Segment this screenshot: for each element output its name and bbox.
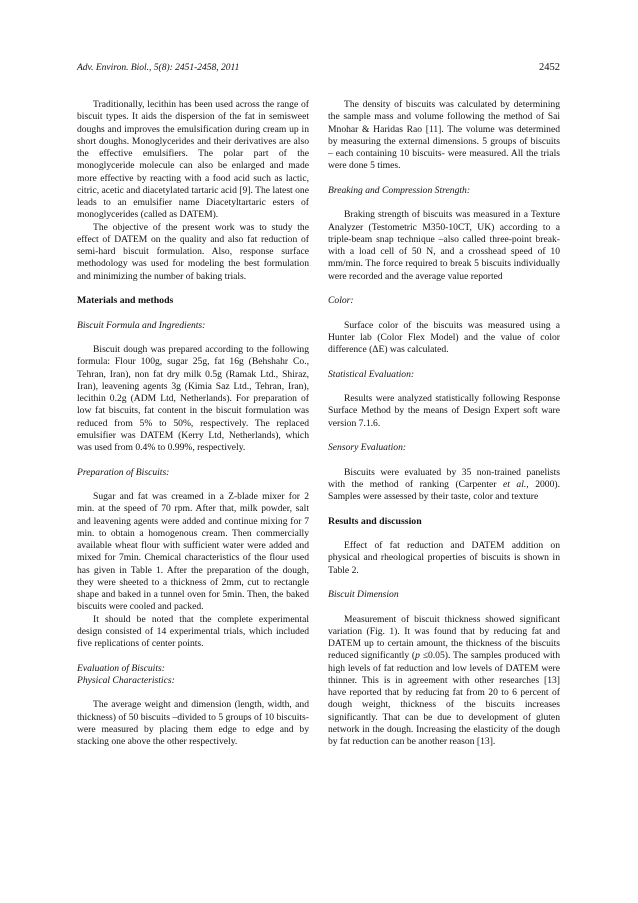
paragraph-thickness [328, 614, 560, 749]
paragraph-weight-dimension: The average weight and dimension (length, width, and thickness) of 50 biscuits –divided to 5 groups of 10 biscuits- were measured by placing them edge to edge and by stacking one above the other respectively. [77, 699, 309, 747]
running-header-citation: Adv. Environ. Biol., 5(8): 2451-2458, 2011 [77, 63, 240, 73]
right-column [328, 99, 560, 761]
section-heading-results: Results and discussion [328, 515, 422, 527]
paragraph-preparation: Sugar and fat was creamed in a Z-blade mixer for 2 min. at the speed of 70 rpm. After that, milk powder, salt and leavening agents were added and continue mixing for 7 min. to obtain a homogenous cream. Then commercially available wheat flour with sufficient water were added and mixed for 7min. Chemical characteristics of the flour used has given in Table 1. After the preparation of the dough, they were sheeted to a thickness of 2mm, cut to rectangle shape and baked in a tunnel oven for 5min. Then, the baked biscuits were cooled and packed. [77, 491, 309, 613]
subheading-preparation: Preparation of Biscuits: [77, 466, 170, 478]
sensory-text-b: 2000). Samples were assessed by their taste, color and texture [328, 478, 560, 502]
thickness-p-symbol: p [415, 650, 420, 662]
section-heading-materials: Materials and methods [77, 295, 174, 306]
subheading-formula: Biscuit Formula and Ingredients: [77, 319, 206, 331]
page-number: 2452 [539, 62, 560, 73]
paragraph-density: The density of biscuits was calculated by determining the sample mass and volume following the method of Sai Mnohar & Haridas Rao [11]. The volume was determined by measuring the external dimensions. 5 groups of biscuits – each containing 10 biscuits- were measured. All the trials were done 5 times. [328, 99, 560, 172]
paragraph-results-intro: Effect of fat reduction and DATEM addition on physical and rheological properties of biscuits is shown in Table 2. [328, 540, 560, 576]
thickness-text-b: ≤0.05). The samples produced with high levels of fat reduction and low levels of DATEM were thinner. This is in agreement with other researches [13] have reported that by reducing fat from 20 to 6 percent of dough weight, thickness of the biscuits increases significantly. That can be due to development of gluten network in the dough. Increasing the elasticity of the dough by fat reduction can be another reason [13]. [328, 650, 560, 747]
paragraph-breaking: Braking strength of biscuits was measured in a Texture Analyzer (Testometric M350-10CT, UK) according to a triple-beam snap technique –also called three-point break- with a load cell of 50 N, and a crosshead speed of 10 mm/min. The force required to break 5 biscuits individually were recorded and the average value reported [328, 209, 560, 282]
paragraph-sensory [328, 467, 560, 504]
subheading-breaking: Breaking and Compression Strength: [328, 184, 471, 196]
subheading-dimension: Biscuit Dimension [328, 589, 399, 600]
subheading-physical: Physical Characteristics: [77, 674, 175, 686]
subheading-statistical: Statistical Evaluation: [328, 368, 415, 380]
paragraph-objective: The objective of the present work was to study the effect of DATEM on the quality and also fat reduction of semi-hard biscuit formulation. Also, response surface methodology was used for modeling the best formulation and minimizing the number of baking trials. [77, 221, 309, 282]
left-column [77, 99, 309, 761]
paragraph-statistical: Results were analyzed statistically following Response Surface Method by the means of Design Expert soft ware version 7.1.6. [328, 393, 560, 429]
paragraph-lecithin: Traditionally, lecithin has been used across the range of biscuit types. It aids the dispersion of the fat in semisweet doughs and improves the emulsification during cream up in short doughs. Monoglycerides and their derivatives are also the effective emulsifiers. The polar part of the monoglyceride molecule can also be enlarged and made more effective by reacting with a food acid such as lactic, citric, acetic and diacetylated tartaric acid [9]. The latest one leads to an emulsifier name Diacetyltartaric esters of monoglycerides (called as DATEM). [77, 99, 309, 221]
sensory-text-a: Biscuits were evaluated by 35 non-trained panelists with the method of ranking (Carpenter [328, 466, 560, 490]
subheading-color: Color: [328, 295, 354, 306]
thickness-text-a: Measurement of biscuit thickness showed significant variation (Fig. 1). It was found that by reducing fat and DATEM up to certain amount, the thickness of the biscuits reduced significantly ( [328, 613, 560, 662]
subheading-evaluation: Evaluation of Biscuits: [77, 662, 165, 674]
paragraph-color: Surface color of the biscuits was measured using a Hunter lab (Color Flex Model) and the value of color difference (ΔE) was calculated. [328, 319, 560, 355]
sensory-et-al: et al., [502, 478, 529, 490]
subheading-sensory: Sensory Evaluation: [328, 442, 407, 453]
paragraph-formula: Biscuit dough was prepared according to the following formula: Flour 100g, sugar 25g, fat 16g (Behshahr Co., Tehran, Iran), non fat dry milk 0.5g (Ramak Ltd., Shiraz, Iran), leavening agents 3g (Kimia Saz Ltd., Tehran, Iran), lecithin 0.2g (ADM Ltd, Netherlands). For preparation of low fat biscuits, fat content in the biscuit formulation was reduced from 5% to 50%, respectively. The replaced emulsifier was DATEM (Kerry Ltd, Netherlands), which was used from 0.4% to 0.99%, respectively. [77, 344, 309, 453]
paragraph-design: It should be noted that the complete experimental design consisted of 14 experimental trials, which included five replications of center points. [77, 613, 309, 649]
